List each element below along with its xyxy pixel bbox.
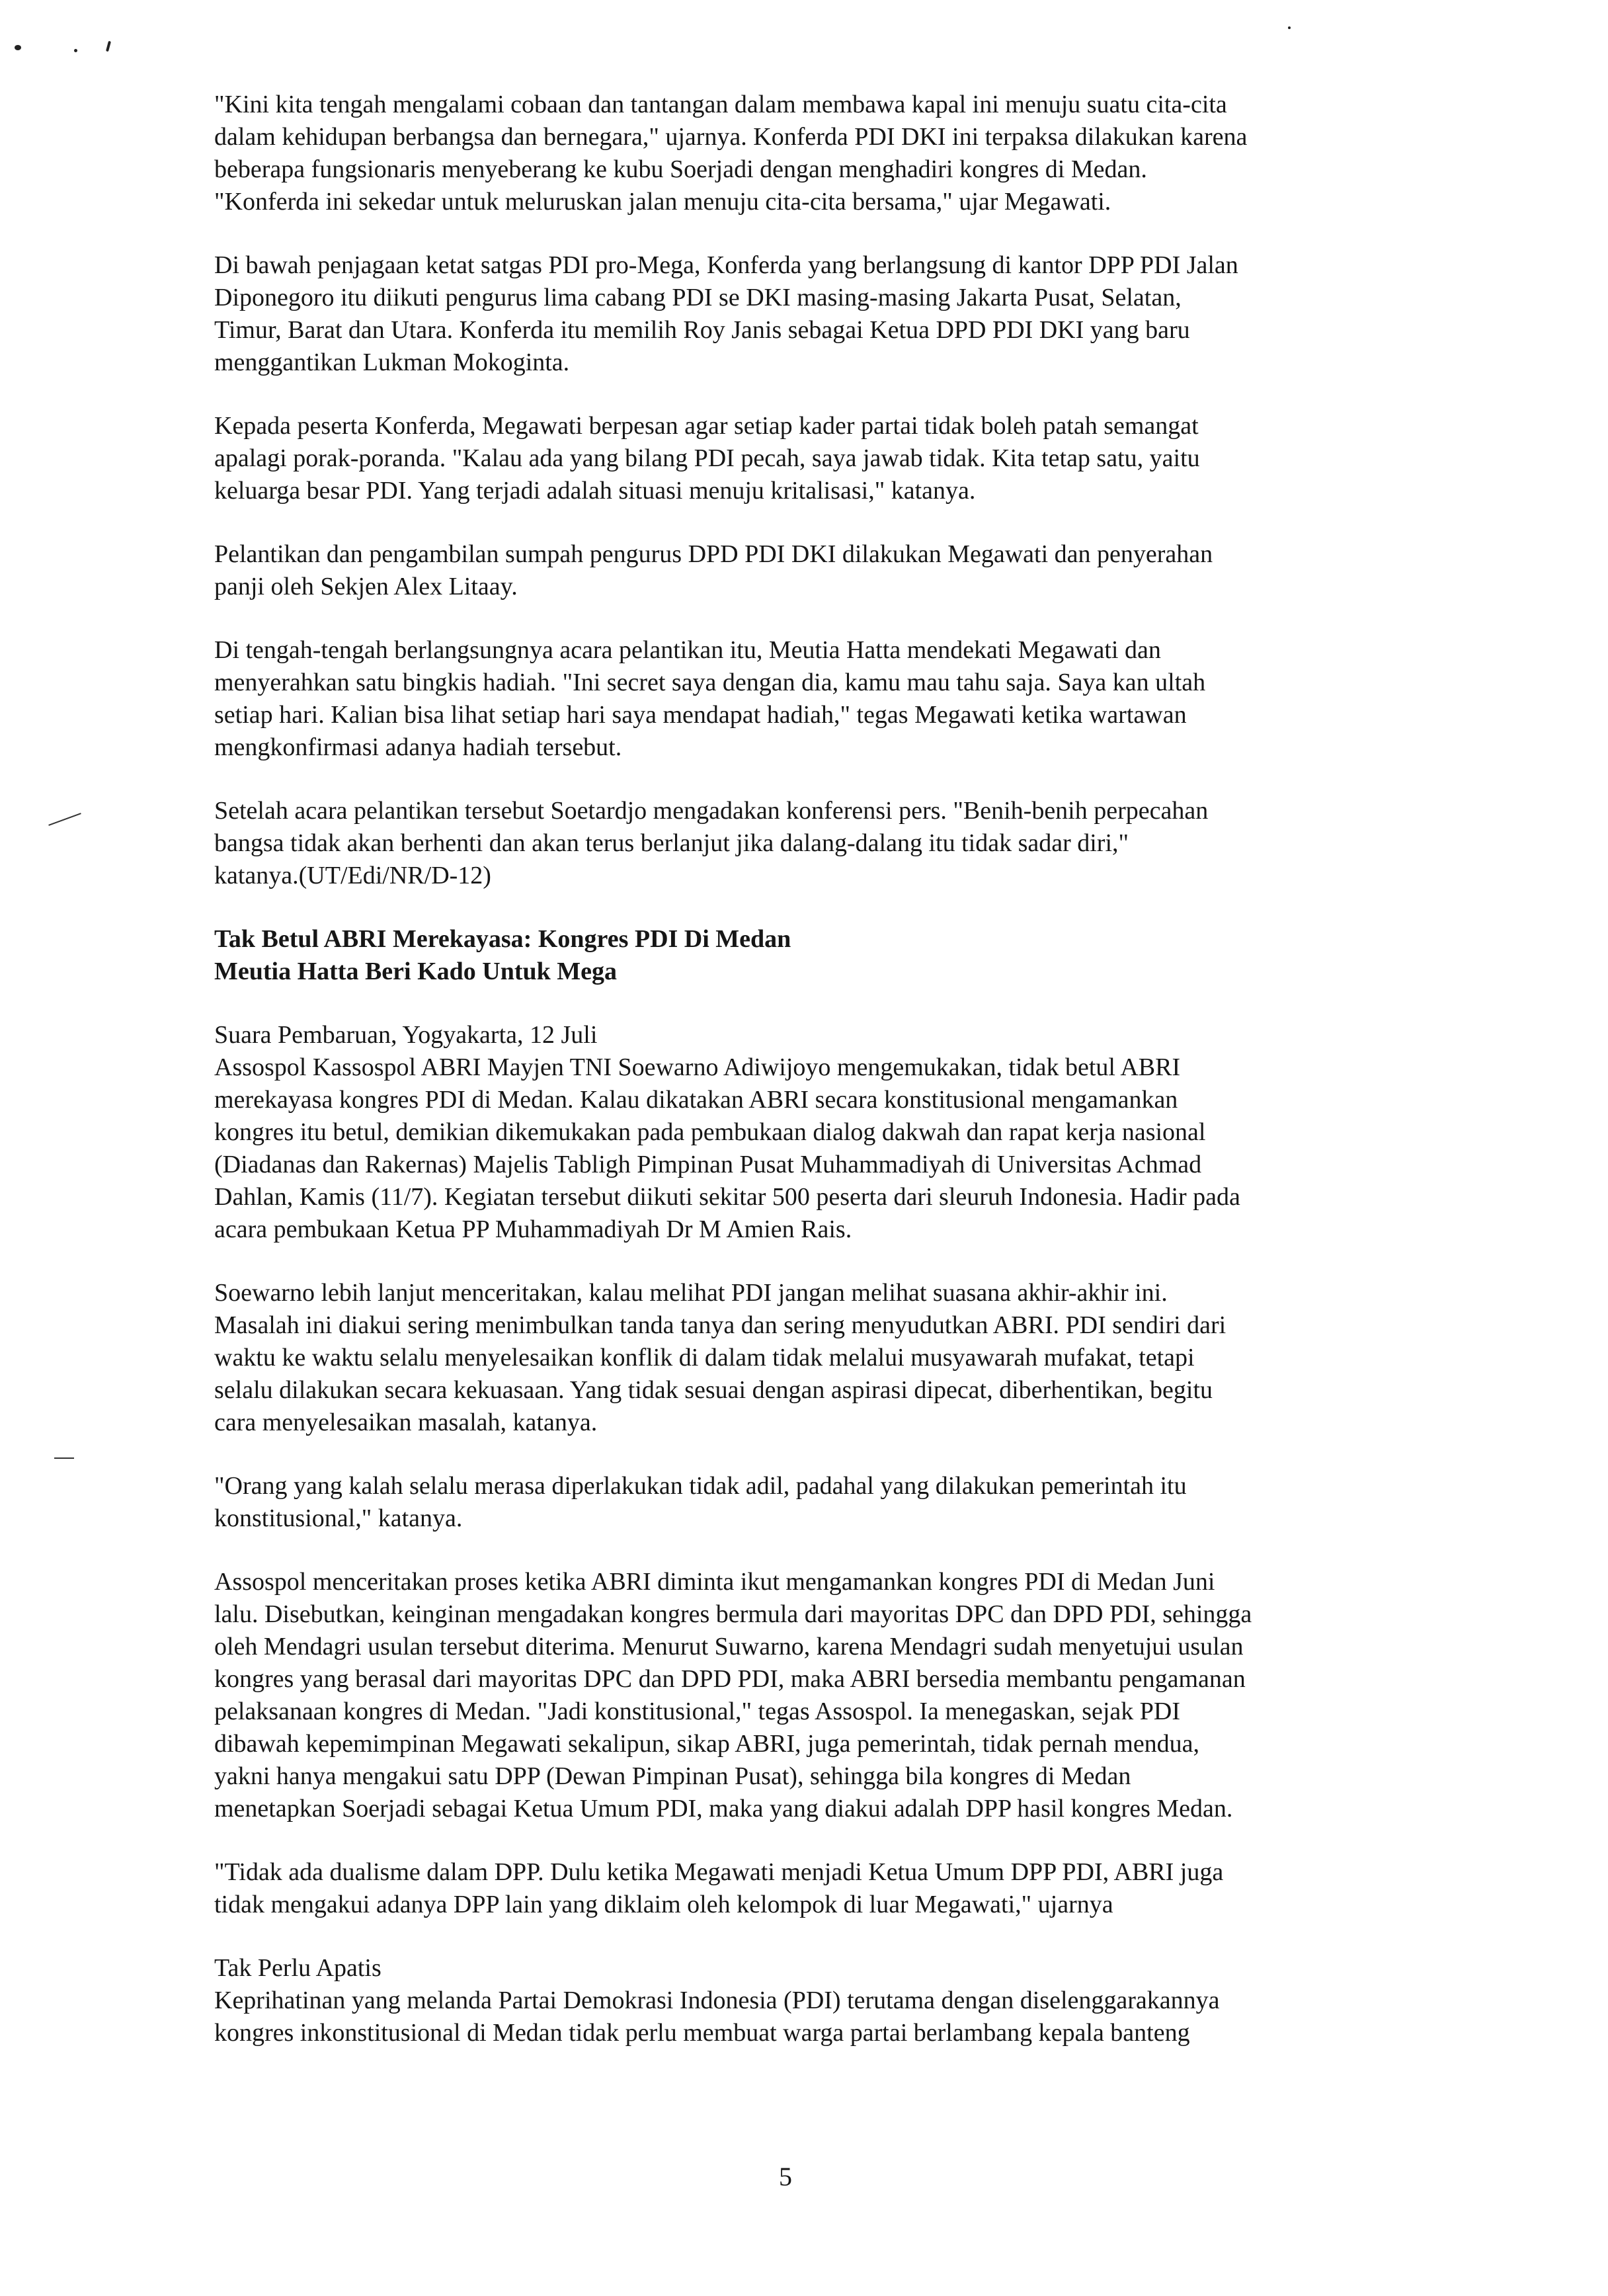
subheading: Tak Perlu Apatis [214,1954,382,1982]
paragraph [214,1856,1424,1921]
scan-mark [48,813,81,826]
text-line: Di bawah penjagaan ketat satgas PDI pro-Mega, Konferda yang berlangsung di kantor DPP PDI Jalan [214,251,1238,279]
text-line: Assospol Kassospol ABRI Mayjen TNI Soewarno Adiwijoyo mengemukakan, tidak betul ABRI [214,1053,1181,1081]
text-line: beberapa fungsionaris menyeberang ke kubu Soerjadi dengan menghadiri kongres di Medan. [214,155,1147,183]
scan-speck [74,49,77,52]
text-line: Diponegoro itu diikuti pengurus lima cabang PDI se DKI masing-masing Jakarta Pusat, Selatan, [214,284,1182,311]
text-line: lalu. Disebutkan, keinginan mengadakan kongres bermula dari mayoritas DPC dan DPD PDI, sehingga [214,1600,1252,1628]
text-line: kongres yang berasal dari mayoritas DPC dan DPD PDI, maka ABRI bersedia membantu pengamanan [214,1665,1246,1693]
text-line: Pelantikan dan pengambilan sumpah pengurus DPD PDI DKI dilakukan Megawati dan penyerahan [214,540,1213,568]
text-line: katanya.(UT/Edi/NR/D-12) [214,862,491,889]
text-line: Di tengah-tengah berlangsungnya acara pelantikan itu, Meutia Hatta mendekati Megawati dan [214,636,1161,664]
text-line: acara pembukaan Ketua PP Muhammadiyah Dr M Amien Rais. [214,1215,852,1243]
text-line: Keprihatinan yang melanda Partai Demokrasi Indonesia (PDI) terutama dengan diselenggarakannya [214,1987,1220,2014]
text-line: selalu dilakukan secara kekuasaan. Yang tidak sesuai dengan aspirasi dipecat, diberhentikan, begitu [214,1376,1213,1404]
text-line: keluarga besar PDI. Yang terjadi adalah situasi menuju kritalisasi," katanya. [214,477,976,505]
text-line: menyerahkan satu bingkis hadiah. "Ini secret saya dengan dia, kamu mau tahu saja. Saya kan ultah [214,669,1206,696]
text-line: panji oleh Sekjen Alex Litaay. [214,573,518,600]
scan-speck [1288,26,1291,29]
text-line: dalam kehidupan berbangsa dan bernegara," ujarnya. Konferda PDI DKI ini terpaksa dilakukan karena [214,123,1248,151]
text-line: konstitusional," katanya. [214,1504,463,1532]
text-line: kongres inkonstitusional di Medan tidak perlu membuat warga partai berlambang kepala banteng [214,2019,1190,2047]
scan-mark [54,1457,74,1459]
paragraph [214,538,1424,603]
text-line: Kepada peserta Konferda, Megawati berpesan agar setiap kader partai tidak boleh patah semangat [214,412,1199,440]
paragraph [214,1470,1424,1535]
text-line: menggantikan Lukman Mokoginta. [214,348,570,376]
text-line: tidak mengakui adanya DPP lain yang diklaim oleh kelompok di luar Megawati," ujarnya [214,1891,1113,1918]
text-line: (Diadanas dan Rakernas) Majelis Tabligh Pimpinan Pusat Muhammadiyah di Universitas Achmad [214,1151,1202,1178]
text-line: "Konferda ini sekedar untuk meluruskan jalan menuju cita-cita bersama," ujar Megawati. [214,188,1111,216]
text-line: bangsa tidak akan berhenti dan akan terus berlanjut jika dalang-dalang itu tidak sadar diri," [214,829,1129,857]
text-line: dibawah kepemimpinan Megawati sekalipun, sikap ABRI, juga pemerintah, tidak pernah mendua, [214,1730,1200,1758]
text-line: pelaksanaan kongres di Medan. "Jadi konstitusional," tegas Assospol. Ia menegaskan, sejak PDI [214,1698,1181,1725]
text-line: Assospol menceritakan proses ketika ABRI diminta ikut mengamankan kongres PDI di Medan Juni [214,1568,1215,1596]
text-line: Timur, Barat dan Utara. Konferda itu memilih Roy Janis sebagai Ketua DPD PDI DKI yang baru [214,316,1190,344]
text-line: Masalah ini diakui sering menimbulkan tanda tanya dan sering menyudutkan ABRI. PDI sendiri dari [214,1311,1226,1339]
headline-line: Meutia Hatta Beri Kado Untuk Mega [214,958,618,985]
paragraph [214,1566,1424,1825]
paragraph [214,634,1424,764]
text-line: mengkonfirmasi adanya hadiah tersebut. [214,733,622,761]
article-headline [214,923,1424,988]
document-body [214,89,1424,2080]
page-number: 5 [779,2162,792,2192]
text-line: Dahlan, Kamis (11/7). Kegiatan tersebut diikuti sekitar 500 peserta dari sleuruh Indonesia. Hadir pada [214,1183,1240,1211]
scan-speck [106,41,111,52]
text-line: setiap hari. Kalian bisa lihat setiap hari saya mendapat hadiah," tegas Megawati ketika wartawan [214,701,1187,729]
text-line: yakni hanya mengakui satu DPP (Dewan Pimpinan Pusat), sehingga bila kongres di Medan [214,1762,1131,1790]
scan-speck [15,45,21,50]
paragraph [214,89,1424,218]
text-line: menetapkan Soerjadi sebagai Ketua Umum PDI, maka yang diakui adalah DPP hasil kongres Medan. [214,1795,1233,1823]
paragraph [214,1277,1424,1439]
paragraph [214,795,1424,892]
dateline: Suara Pembaruan, Yogyakarta, 12 Juli [214,1021,598,1049]
text-line: kongres itu betul, demikian dikemukakan pada pembukaan dialog dakwah dan rapat kerja nasional [214,1118,1206,1146]
paragraph [214,1952,1424,2049]
text-line: apalagi porak-poranda. "Kalau ada yang bilang PDI pecah, saya jawab tidak. Kita tetap satu, yaitu [214,444,1200,472]
text-line: merekayasa kongres PDI di Medan. Kalau dikatakan ABRI secara konstitusional mengamankan [214,1086,1178,1114]
article-continuation [214,89,1424,892]
paragraph [214,249,1424,379]
text-line: "Tidak ada dualisme dalam DPP. Dulu ketika Megawati menjadi Ketua Umum DPP PDI, ABRI juga [214,1858,1224,1886]
text-line: waktu ke waktu selalu menyelesaikan konflik di dalam tidak melalui musyawarah mufakat, tetapi [214,1344,1195,1372]
text-line: oleh Mendagri usulan tersebut diterima. Menurut Suwarno, karena Mendagri sudah menyetujui usulan [214,1633,1244,1660]
paragraph [214,1019,1424,1246]
text-line: "Orang yang kalah selalu merasa diperlakukan tidak adil, padahal yang dilakukan pemerintah itu [214,1472,1187,1500]
text-line: Soewarno lebih lanjut menceritakan, kalau melihat PDI jangan melihat suasana akhir-akhir ini. [214,1279,1168,1307]
article-body [214,1019,1424,2049]
text-line: Setelah acara pelantikan tersebut Soetardjo mengadakan konferensi pers. "Benih-benih perpecahan [214,797,1209,825]
text-line: "Kini kita tengah mengalami cobaan dan tantangan dalam membawa kapal ini menuju suatu cita-cita [214,91,1227,118]
paragraph [214,410,1424,507]
text-line: cara menyelesaikan masalah, katanya. [214,1409,598,1436]
headline-line: Tak Betul ABRI Merekayasa: Kongres PDI Di Medan [214,925,791,953]
